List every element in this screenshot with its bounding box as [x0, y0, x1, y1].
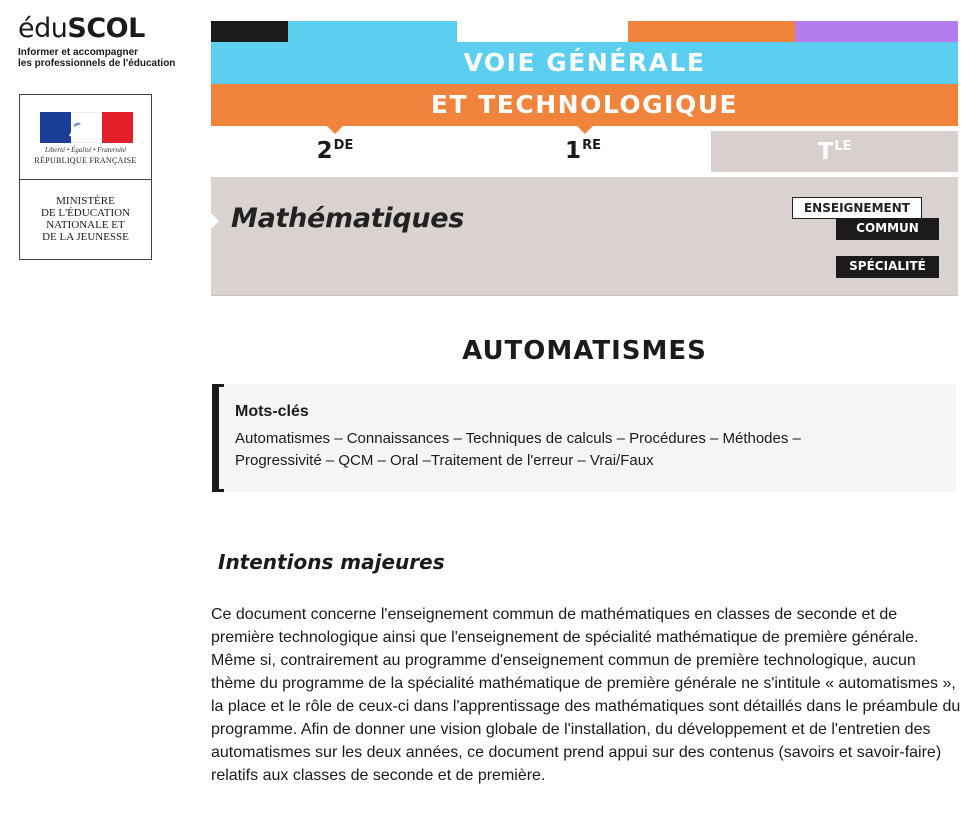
eduscol-wordmark: éduSCOL [18, 13, 145, 44]
keywords-text: Automatismes – Connaissances – Techniques de calculs – Procédures – Méthodes – Progressivité – QCM – Oral –Traitement de l'erreur – Vrai/Faux [235, 430, 801, 469]
header-band-technologique: ET TECHNOLOGIQUE [211, 84, 958, 126]
eduscol-tagline: Informer et accompagner les professionnels de l'éducation [18, 47, 176, 69]
level-selector [211, 126, 958, 172]
level-terminale[interactable]: $T^{LE}$ [711, 131, 958, 172]
header-color-stripes [211, 21, 958, 42]
republic-name: RÉPUBLIQUE FRANÇAISE [34, 156, 137, 165]
tag-commun: COMMUN [836, 218, 939, 240]
tag-specialite: SPÉCIALITÉ [836, 256, 939, 278]
level-seconde[interactable]: 2DE [316, 138, 354, 164]
tag-enseignement: ENSEIGNEMENT [792, 197, 922, 219]
subject-banner [211, 177, 958, 296]
stripe-blue [288, 21, 457, 42]
header-band-voie-generale: VOIE GÉNÉRALE [211, 42, 958, 84]
stripe-black [211, 21, 288, 42]
marianne-icon [66, 113, 92, 143]
keywords-box [212, 384, 956, 492]
keywords-label: Mots-clés [235, 403, 309, 420]
eduscol-logo [18, 14, 175, 69]
page-title: AUTOMATISMES [462, 336, 707, 366]
stripe-purple [795, 21, 958, 42]
subject-arrow-icon [211, 213, 219, 229]
subject-title: Mathématiques [231, 203, 465, 234]
marianne-block [20, 95, 151, 180]
stripe-orange [628, 21, 795, 42]
stripe-white [457, 21, 628, 42]
level-premiere[interactable]: 1RE [565, 138, 601, 164]
intentions-heading: Intentions majeures [218, 550, 445, 574]
ministry-name: MINISTÈRE DE L'ÉDUCATION NATIONALE ET DE LA JEUNESSE [40, 195, 131, 243]
republic-motto: Liberté • Égalité • Fraternité [44, 146, 127, 154]
intentions-paragraph: Ce document concerne l'enseignement commun de mathématiques en classes de seconde et de première technologique ainsi que l'enseignement de spécialité mathématique de première générale. Même si, contrairement au programme d'enseignement commun de première technologique, aucun thème du programme de la spécialité mathématique de première générale ne s'intitule « automatismes », la place et le rôle de ceux-ci dans l'apprentissage des mathématiques sont détaillés dans le préambule du programme. Afin de donner une vision globale de l'installation, du développement et de l'entretien des automatismes sur les deux années, ce document prend appui sur des contenus (savoirs et savoir-faire) relatifs aux classes de seconde et de première. [211, 606, 961, 784]
keywords-bracket [212, 384, 219, 492]
ministry-logo [19, 94, 152, 260]
